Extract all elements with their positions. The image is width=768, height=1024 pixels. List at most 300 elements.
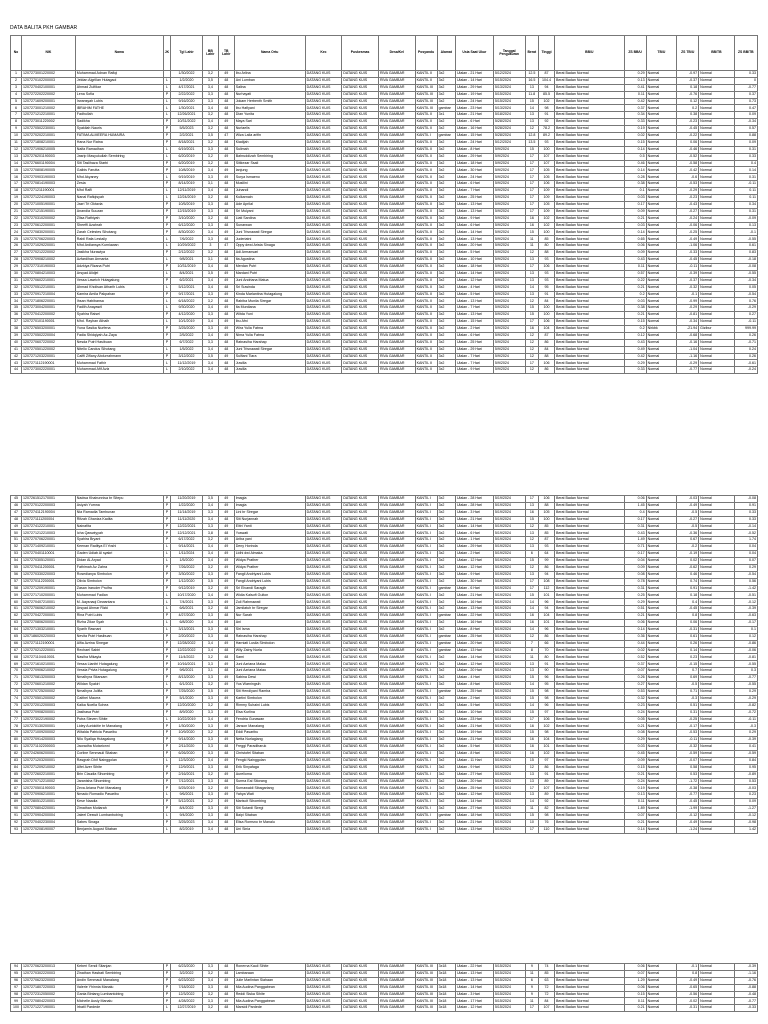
table-cell: 49: [218, 998, 234, 1005]
table-cell: DATANG KUIS: [342, 98, 379, 105]
table-cell: 48: [218, 84, 234, 91]
table-cell: Ulalan - 14 Hari: [455, 654, 493, 661]
table-cell: 6/20/2019: [171, 153, 203, 160]
table-cell: 5/9/2024: [493, 250, 525, 257]
table-cell: 3x2: [437, 523, 455, 530]
table-cell: 0.3: [734, 668, 757, 675]
table-cell: Berat Badan Normal: [554, 312, 624, 319]
table-cell: 14: [525, 626, 538, 633]
table-cell: Siti Hendiyani Ramba: [234, 688, 305, 695]
table-cell: 11.8: [525, 91, 538, 98]
table-row: [11, 77, 758, 84]
table-cell: 7/6/2022: [171, 236, 203, 243]
table-cell: Ulalan - 7 Hari: [455, 360, 493, 367]
table-cell: Normal: [646, 599, 677, 606]
table-cell: 3/12/2022: [171, 353, 203, 360]
table-cell: 3x2: [437, 806, 455, 813]
table-cell: Ahmad Zulfikar: [75, 84, 163, 91]
table-cell: -0.39: [734, 737, 757, 744]
table-cell: 40: [11, 339, 22, 346]
table-cell: Normal: [699, 523, 734, 530]
table-cell: Jasihasa Putri: [75, 709, 163, 716]
table-cell: 5/9/2024: [493, 167, 525, 174]
table-cell: 49: [218, 799, 234, 806]
table-cell: 0.04: [734, 544, 757, 551]
table-cell: 5/9/2024: [493, 222, 525, 229]
table-cell: RIVA GAMBAR: [378, 626, 415, 633]
table-cell: DATANG KUIS: [305, 551, 342, 558]
table-cell: DATANG KUIS: [305, 716, 342, 723]
table-cell: 17: [525, 319, 538, 326]
table-cell: -0.09: [734, 215, 757, 222]
table-cell: 1207271710200001: [22, 592, 76, 599]
table-cell: 3,3: [202, 91, 218, 98]
table-cell: 0.53: [734, 778, 757, 785]
table-cell: -0.45: [677, 799, 699, 806]
table-cell: 1207270411200001: [22, 564, 76, 571]
table-cell: Ulalan - 20 Hari: [455, 640, 493, 647]
table-cell: 5/12/2021: [171, 284, 203, 291]
table-cell: 5/12/2024: [493, 71, 525, 78]
table-cell: Zasan Iraruder Pruifra: [75, 585, 163, 592]
table-row: [11, 537, 758, 544]
table-cell: Berat Badan Normal: [554, 737, 624, 744]
table-cell: DATANG KUIS: [342, 970, 379, 977]
table-cell: 3,2: [202, 153, 218, 160]
table-cell: Jaoradha Mutarionni: [75, 744, 163, 751]
table-cell: Normal: [699, 571, 734, 578]
table-cell: Ulalan - 13 Hari: [455, 647, 493, 654]
table-cell: 48: [218, 1005, 234, 1012]
table-cell: 12: [525, 523, 538, 530]
table-cell: 48: [218, 236, 234, 243]
table-cell: 1207277310190003: [22, 263, 76, 270]
table-cell: DATANG KUIS: [305, 208, 342, 215]
table-cell: 71: [11, 675, 22, 682]
table-cell: Normal: [699, 757, 734, 764]
table-cell: 5/19/2024: [493, 695, 525, 702]
table-cell: DATANG KUIS: [342, 991, 379, 998]
table-cell: Normal: [646, 812, 677, 819]
table-cell: 0.09: [734, 139, 757, 146]
table-row: [11, 544, 758, 551]
table-cell: Ulalan - 14 Hari: [455, 984, 493, 991]
table-cell: 0.11: [734, 188, 757, 195]
table-cell: 12/22/2021: [171, 523, 203, 530]
table-cell: 49: [218, 709, 234, 716]
table-cell: RIVA GAMBAR: [378, 298, 415, 305]
table-cell: 86: [11, 778, 22, 785]
table-cell: DATANG KUIS: [305, 1005, 342, 1012]
table-cell: P: [163, 771, 170, 778]
table-cell: 85: [539, 236, 555, 243]
table-cell: 2/10/2022: [171, 367, 203, 374]
table-row: [11, 160, 758, 167]
table-cell: 3,2: [202, 250, 218, 257]
table-cell: KANTIL I: [415, 764, 437, 771]
table-cell: RIVA GAMBAR: [378, 367, 415, 374]
table-cell: 1207272202220002: [22, 91, 76, 98]
table-cell: 15: [525, 592, 538, 599]
table-cell: 5/19/2024: [493, 654, 525, 661]
table-cell: Normal: [646, 661, 677, 668]
table-cell: -0.49: [677, 819, 699, 826]
table-cell: 5/9/2024: [493, 201, 525, 208]
table-cell: 108: [539, 578, 555, 585]
table-cell: Ronerna Kauli Sihite: [234, 964, 305, 971]
table-cell: 49: [218, 305, 234, 312]
table-cell: RIVA GAMBAR: [378, 544, 415, 551]
table-cell: DATANG KUIS: [305, 668, 342, 675]
table-cell: DATANG KUIS: [342, 613, 379, 620]
table-cell: RIVA GAMBAR: [378, 613, 415, 620]
table-cell: -0.14: [734, 523, 757, 530]
table-cell: gambar: [437, 105, 455, 112]
table-cell: Normal: [646, 626, 677, 633]
table-cell: Berat Badan Normal: [554, 723, 624, 730]
table-cell: 17: [11, 181, 22, 188]
table-cell: 3,2: [202, 730, 218, 737]
table-cell: KANTIL III: [415, 984, 437, 991]
table-cell: -0.77: [734, 84, 757, 91]
table-cell: 14: [525, 606, 538, 613]
table-cell: DATANG KUIS: [342, 606, 379, 613]
table-cell: Zarah Celestes Sihotang: [75, 229, 163, 236]
table-cell: Nitello Candus Sihotang: [75, 346, 163, 353]
table-cell: Ulalan - 19 Hari: [455, 730, 493, 737]
table-cell: 3x2: [437, 606, 455, 613]
table-cell: Normal: [699, 654, 734, 661]
table-cell: -0.86: [734, 640, 757, 647]
table-cell: Normal: [699, 599, 734, 606]
table-cell: 0.15: [624, 319, 646, 326]
table-cell: RIVA GAMBAR: [378, 792, 415, 799]
table-row: [11, 284, 758, 291]
table-cell: -0.03: [677, 496, 699, 503]
table-cell: P: [163, 201, 170, 208]
table-cell: 48: [218, 613, 234, 620]
table-cell: 8/18/2021: [171, 139, 203, 146]
table-cell: Berat Badan Normal: [554, 112, 624, 119]
table-cell: 14: [11, 160, 22, 167]
table-cell: L: [163, 270, 170, 277]
table-cell: 44: [11, 367, 22, 374]
table-cell: 5/19/2024: [493, 509, 525, 516]
table-cell: Ulalan - 25 Hari: [455, 633, 493, 640]
table-cell: Ulalan - 5 Hari: [455, 291, 493, 298]
table-cell: 0.49: [624, 346, 646, 353]
table-cell: RIVA GAMBAR: [378, 964, 415, 971]
table-cell: 1207271303210001: [22, 626, 76, 633]
table-cell: 11: [11, 139, 22, 146]
table-cell: 0.78: [624, 578, 646, 585]
table-cell: 1207271609200001: [22, 98, 76, 105]
table-cell: 3/2/2022: [171, 970, 203, 977]
table-row: [11, 105, 758, 112]
table-cell: KANTIL I: [415, 799, 437, 806]
table-cell: Anandia Suuzan: [75, 208, 163, 215]
table-cell: Oppy dewi Arista Sinaga: [234, 243, 305, 250]
table-row: [11, 682, 758, 689]
table-cell: -0.77: [734, 998, 757, 1005]
table-cell: 1207270305120001: [22, 558, 76, 565]
table-cell: 3,3: [202, 723, 218, 730]
table-cell: Normal: [699, 319, 734, 326]
table-cell: 49: [218, 785, 234, 792]
table-cell: Normal: [646, 571, 677, 578]
table-cell: 3x2: [437, 695, 455, 702]
table-cell: Ulalan - 27 Hari: [455, 806, 493, 813]
table-cell: Berat Badan Normal: [554, 585, 624, 592]
table-cell: 3,3: [202, 964, 218, 971]
table-cell: 3,2: [202, 537, 218, 544]
table-row: [11, 750, 758, 757]
table-cell: Sabes Sinaga: [75, 819, 163, 826]
table-cell: 100: [539, 146, 555, 153]
table-cell: DATANG KUIS: [342, 709, 379, 716]
table-cell: Mhd Akyaney: [75, 174, 163, 181]
table-cell: 3,3: [202, 174, 218, 181]
table-cell: 1.42: [734, 826, 757, 833]
table-cell: 46: [11, 502, 22, 509]
table-cell: Normal: [699, 640, 734, 647]
table-cell: 3x2: [437, 208, 455, 215]
table-cell: 93: [539, 544, 555, 551]
table-cell: Normal: [646, 633, 677, 640]
table-cell: P: [163, 661, 170, 668]
table-cell: DATANG KUIS: [342, 750, 379, 757]
table-cell: 77: [11, 716, 22, 723]
table-cell: KANTIL II: [415, 201, 437, 208]
table-cell: KANTIL II: [415, 215, 437, 222]
table-cell: 5/19/2024: [493, 647, 525, 654]
table-cell: 8/2/2019: [171, 826, 203, 833]
table-row: [11, 174, 758, 181]
table-cell: Ulalan - 19 Hari: [455, 91, 493, 98]
table-cell: KANTIL II: [415, 222, 437, 229]
table-cell: 0.44: [624, 640, 646, 647]
table-cell: 48: [218, 215, 234, 222]
table-cell: RIVA GAMBAR: [378, 133, 415, 140]
table-cell: Imagia: [234, 502, 305, 509]
table-cell: 0.31: [624, 585, 646, 592]
table-cell: 19: [11, 195, 22, 202]
table-cell: Ulalan - 13 Hari: [455, 970, 493, 977]
table-cell: Berat Badan Normal: [554, 139, 624, 146]
table-cell: L: [163, 195, 170, 202]
table-cell: RIVA GAMBAR: [378, 675, 415, 682]
table-cell: 1207271104410001: [22, 654, 76, 661]
table-cell: 1207271209210002: [22, 764, 76, 771]
table-cell: Normal: [646, 523, 677, 530]
table-row: [11, 367, 758, 374]
table-cell: Ibu Afni: [234, 319, 305, 326]
table-cell: 3x2: [437, 764, 455, 771]
table-cell: 0.14: [624, 826, 646, 833]
table-cell: 3,3: [202, 661, 218, 668]
table-cell: Berat Badan Normal: [554, 305, 624, 312]
table-cell: 3,4: [202, 367, 218, 374]
table-cell: L: [163, 812, 170, 819]
table-cell: 3x2: [437, 250, 455, 257]
table-cell: DATANG KUIS: [305, 723, 342, 730]
table-cell: DATANG KUIS: [342, 516, 379, 523]
table-cell: 3x2: [437, 126, 455, 133]
table-cell: -0.45: [677, 257, 699, 264]
table-cell: Normal: [699, 626, 734, 633]
table-cell: DATANG KUIS: [305, 695, 342, 702]
table-cell: -0.34: [734, 119, 757, 126]
table-cell: Normal: [646, 819, 677, 826]
table-cell: Ulalan - 15 Hari: [455, 133, 493, 140]
column-header: Tinggi: [539, 36, 555, 71]
table-cell: KANTIL I: [415, 537, 437, 544]
table-cell: KANTIL I: [415, 558, 437, 565]
table-cell: KANTIL I: [415, 737, 437, 744]
table-cell: 0.26: [734, 353, 757, 360]
column-header: ZS BB/TB: [734, 36, 757, 71]
table-cell: gambar: [437, 812, 455, 819]
table-cell: 5/9/2024: [493, 346, 525, 353]
table-cell: 4: [11, 91, 22, 98]
table-cell: 1207242606200001: [22, 750, 76, 757]
table-cell: Muhammad Afif Aziz: [75, 367, 163, 374]
table-cell: Normal: [699, 291, 734, 298]
table-cell: 101: [539, 620, 555, 627]
table-cell: Jazri Tri Oktavia: [75, 201, 163, 208]
table-cell: 3,4: [202, 757, 218, 764]
table-cell: 5/19/2024: [493, 799, 525, 806]
table-cell: 0.46: [624, 160, 646, 167]
table-cell: Elsa Kurlina: [234, 709, 305, 716]
table-cell: Normal: [646, 215, 677, 222]
table-cell: 3,3: [202, 812, 218, 819]
table-cell: 48: [218, 160, 234, 167]
table-cell: P: [163, 167, 170, 174]
table-cell: 3,5: [202, 496, 218, 503]
table-cell: Witalda Patricia Pasaribu: [75, 730, 163, 737]
table-cell: DATANG KUIS: [342, 826, 379, 833]
table-cell: Ulalan - 4 Hari: [455, 284, 493, 291]
table-cell: Ulalan - 21 Hari: [455, 737, 493, 744]
table-cell: Ulalan - 24 Hari: [455, 98, 493, 105]
table-cell: RIVA GAMBAR: [378, 215, 415, 222]
table-cell: L: [163, 792, 170, 799]
table-cell: 1207270501200002: [22, 695, 76, 702]
table-cell: Ulalan - 24 Hari: [455, 139, 493, 146]
table-cell: 2/22/2022: [171, 91, 203, 98]
table-cell: -0.5: [677, 523, 699, 530]
table-cell: -0.61: [734, 360, 757, 367]
table-row: [11, 229, 758, 236]
table-cell: 49: [218, 119, 234, 126]
table-cell: 1207270330220003: [22, 571, 76, 578]
table-cell: KANTIL III: [415, 105, 437, 112]
table-cell: Nmado Romadio Pasaribu: [75, 792, 163, 799]
table-cell: Rabiba Muniia Siregar: [234, 298, 305, 305]
table-cell: -0.24: [734, 367, 757, 374]
table-cell: P: [163, 668, 170, 675]
table-cell: RIVA GAMBAR: [378, 243, 415, 250]
table-cell: -0.52: [734, 530, 757, 537]
table-cell: DATANG KUIS: [342, 661, 379, 668]
table-cell: 5/19/2024: [493, 778, 525, 785]
table-cell: Fadia Shidqiyah Az-Zaya: [75, 332, 163, 339]
table-cell: Mardani Putri: [234, 270, 305, 277]
table-cell: 49: [218, 502, 234, 509]
table-cell: 92: [539, 119, 555, 126]
table-cell: DATANG KUIS: [305, 139, 342, 146]
table-cell: Ulalan - 23 Hari: [455, 105, 493, 112]
table-cell: Sulimah: [234, 146, 305, 153]
table-cell: 15: [525, 229, 538, 236]
table-cell: Normal: [699, 812, 734, 819]
table-cell: 10/29/2022: [171, 243, 203, 250]
table-cell: RIVA GAMBAR: [378, 606, 415, 613]
table-cell: Yuswati: [234, 530, 305, 537]
table-cell: 1/11/2024: [171, 551, 203, 558]
table-cell: 0.14: [624, 146, 646, 153]
table-cell: 3,4: [202, 592, 218, 599]
table-cell: Normal: [699, 146, 734, 153]
table-cell: 3,2: [202, 139, 218, 146]
column-header: JK: [163, 36, 170, 71]
table-cell: 10/31/2019: [171, 263, 203, 270]
table-cell: Normal: [699, 509, 734, 516]
table-cell: KANTIL III: [415, 1005, 437, 1012]
table-cell: Normal: [699, 998, 734, 1005]
table-cell: 3x2: [437, 668, 455, 675]
table-cell: 1207270501220002: [22, 346, 76, 353]
table-cell: Berat Badan Normal: [554, 730, 624, 737]
table-cell: Normal: [646, 91, 677, 98]
table-cell: Ulalan - 15 Hari: [455, 319, 493, 326]
table-cell: Normal: [646, 502, 677, 509]
table-cell: P: [163, 139, 170, 146]
table-cell: -0.39: [677, 270, 699, 277]
table-cell: M. Aaysnaqi Dewantara: [75, 599, 163, 606]
table-cell: Berat Badan Normal: [554, 544, 624, 551]
table-cell: RIVA GAMBAR: [378, 174, 415, 181]
table-cell: 5/19/2024: [493, 688, 525, 695]
table-cell: 95: [539, 284, 555, 291]
table-cell: RIVA GAMBAR: [378, 537, 415, 544]
table-cell: 49: [218, 640, 234, 647]
table-cell: KANTIL II: [415, 167, 437, 174]
table-cell: DATANG KUIS: [305, 270, 342, 277]
table-cell: Normal: [646, 346, 677, 353]
table-cell: 29: [11, 263, 22, 270]
table-cell: Brin Claudia Sihombing: [75, 771, 163, 778]
table-cell: DATANG KUIS: [305, 744, 342, 751]
table-cell: DATANG KUIS: [342, 530, 379, 537]
table-cell: 89.2: [539, 133, 555, 140]
table-cell: 89: [539, 778, 555, 785]
table-cell: 1207270917210004: [22, 291, 76, 298]
table-cell: 1207273001220002: [22, 71, 76, 78]
table-cell: -0.08: [734, 263, 757, 270]
table-cell: DATANG KUIS: [342, 236, 379, 243]
table-cell: Nainafita: [75, 523, 163, 530]
table-cell: DATANG KUIS: [305, 195, 342, 202]
table-cell: 49: [218, 661, 234, 668]
table-cell: 48: [218, 181, 234, 188]
table-cell: Berat Badan Normal: [554, 709, 624, 716]
table-cell: Zeva Ariana Putri Manalang: [75, 785, 163, 792]
table-cell: 5/19/2024: [493, 516, 525, 523]
table-cell: Surma Eal Sitorang: [234, 778, 305, 785]
table-cell: 15: [525, 98, 538, 105]
